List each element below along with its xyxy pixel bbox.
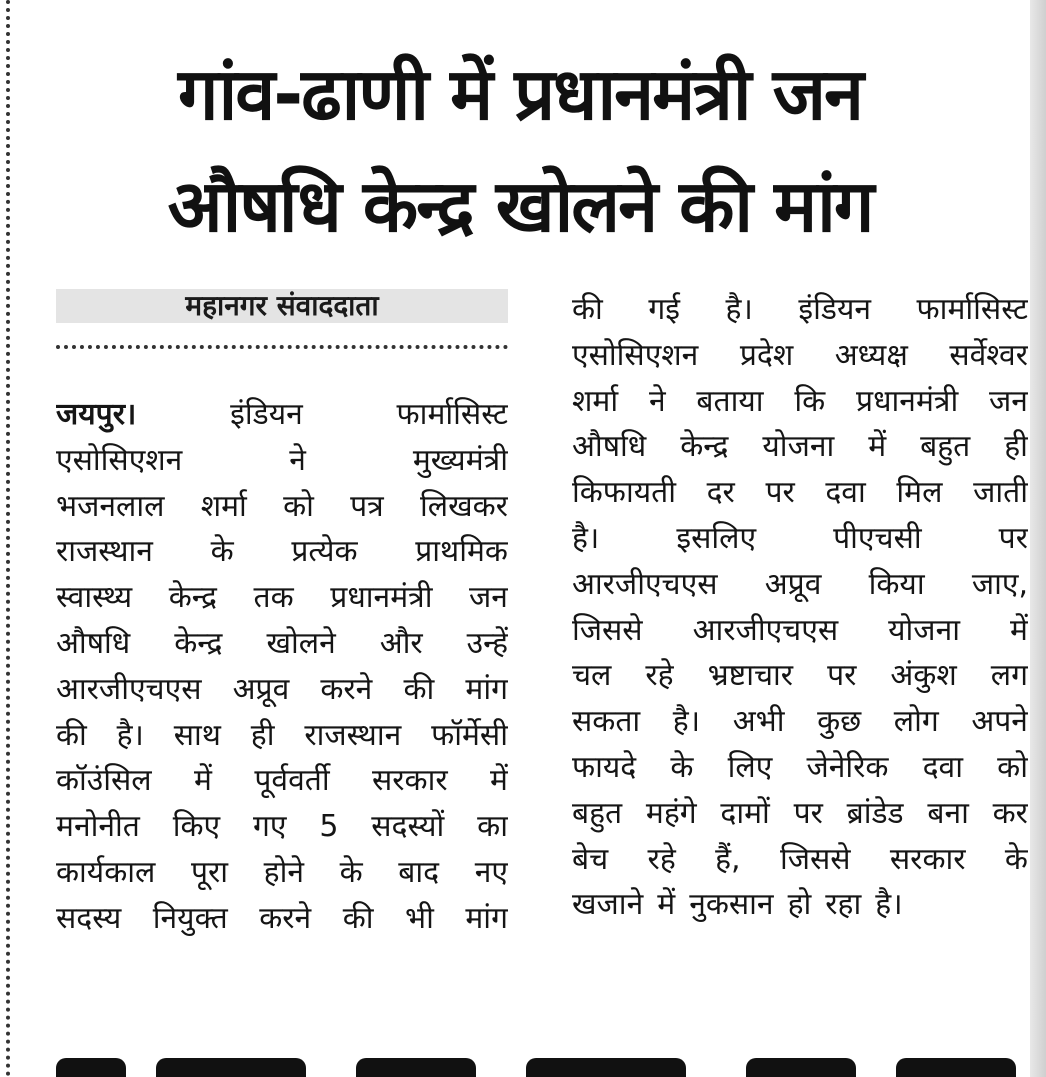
word: रहा [825, 887, 862, 923]
word: इसलिए [676, 520, 757, 556]
word: कॉउंसिल [56, 763, 152, 799]
word: फार्मासिस्ट [916, 292, 1028, 327]
text-line [56, 529, 508, 575]
word: भजनलाल [56, 488, 165, 524]
word: योजना [762, 429, 835, 465]
word: साथ [173, 717, 221, 753]
text-line [572, 333, 1028, 379]
word: आरजीएचएस [692, 612, 839, 648]
word: औषधि [56, 625, 131, 661]
word: लिखकर [420, 488, 508, 524]
word: फॉर्मेसी [431, 717, 508, 753]
word: सदस्य [56, 900, 122, 936]
text-line [56, 850, 508, 896]
dotted-column-divider [6, 0, 10, 1077]
word: जन [469, 580, 508, 616]
text-line [56, 484, 508, 530]
word: पूरा [190, 854, 229, 890]
word: गए [252, 809, 287, 845]
word: औषधि [572, 429, 647, 465]
word: करने [320, 671, 373, 707]
word: कि [794, 383, 826, 419]
word: खजाने [572, 887, 644, 923]
word: है। [116, 717, 144, 753]
word: के [1004, 841, 1028, 877]
word: मुख्यमंत्री [412, 442, 508, 478]
word: की [56, 717, 87, 753]
word: पर [793, 795, 823, 831]
word: प्राथमिक [415, 534, 508, 570]
text-line [56, 804, 508, 850]
word: फायदे [572, 749, 637, 785]
word: अप्रूव [232, 671, 290, 707]
word: बहुत [920, 429, 971, 465]
word: आरजीएचएस [572, 566, 718, 602]
word: शर्मा [200, 488, 247, 524]
word: लग [990, 658, 1028, 694]
byline: महानगर संवाददाता [56, 289, 508, 323]
word: फार्मासिस्ट [396, 397, 508, 432]
word: जन [989, 383, 1028, 419]
word: बताया [696, 383, 764, 419]
word: अंकुश [890, 658, 957, 694]
word: है। [672, 704, 701, 740]
word: खोलने [266, 625, 336, 661]
word: अप्रूव [764, 566, 822, 602]
word: है। [725, 292, 753, 327]
word: अपने [971, 704, 1028, 740]
word: किया [868, 566, 925, 602]
word: प्रधानमंत्री [330, 580, 433, 616]
word: शर्मा [572, 383, 619, 419]
word: एसोसिएशन [56, 442, 183, 478]
word: केन्द्र [680, 429, 729, 465]
text-line [572, 882, 1028, 928]
word: की [403, 671, 435, 707]
word: के [210, 534, 234, 570]
text-line [56, 392, 508, 438]
word: बना [927, 795, 969, 831]
word: सर्वेश्वर [949, 337, 1028, 373]
article-column-right [572, 287, 1028, 928]
word: मांग [465, 671, 508, 707]
word: रहे [645, 658, 674, 694]
word: प्रदेश [739, 337, 794, 373]
text-line [56, 896, 508, 942]
text-line [572, 470, 1028, 516]
word: केन्द्र [168, 580, 217, 616]
word: की [572, 292, 603, 327]
word: प्रधानमंत्री [856, 383, 959, 419]
word: में [657, 887, 676, 923]
word: बाद [398, 854, 440, 890]
word: में [194, 763, 212, 799]
headline-line-1: गांव-ढाणी में प्रधानमंत्री जन [178, 52, 862, 136]
text-line [572, 562, 1028, 608]
text-line [56, 758, 508, 804]
word: और [379, 625, 423, 661]
word: स्वास्थ्य [56, 580, 133, 616]
word: पर [998, 520, 1028, 556]
word: राजस्थान [304, 717, 402, 753]
word: किए [172, 809, 221, 845]
word: है। [572, 520, 600, 556]
word: में [868, 429, 887, 465]
text-line [56, 575, 508, 621]
word: कार्यकाल [56, 854, 156, 890]
text-line [572, 608, 1028, 654]
word: दवा [922, 749, 963, 785]
word: में [490, 763, 508, 799]
word: है। [875, 887, 903, 923]
word: पत्र [350, 488, 384, 524]
word: भी [405, 900, 434, 936]
word: प्रत्येक [291, 534, 358, 570]
text-line [572, 653, 1028, 699]
word: मिल [896, 475, 943, 511]
word: दामों [720, 795, 770, 831]
word: जिससे [779, 841, 851, 877]
text-line [572, 791, 1028, 837]
text-line [572, 837, 1028, 883]
word: हैं, [715, 841, 741, 877]
word: मनोनीत [56, 809, 140, 845]
word: दर [706, 475, 735, 511]
next-headline-fragment [56, 1058, 1026, 1077]
headline [40, 38, 1000, 262]
word: बहुत [572, 795, 623, 831]
word: सरकार [372, 763, 448, 799]
word: लिए [727, 749, 773, 785]
word: तक [253, 580, 294, 616]
article-column-left [56, 392, 508, 942]
word: कुछ [817, 704, 862, 740]
word: हो [787, 887, 812, 923]
word: पर [765, 475, 795, 511]
word: मांग [465, 900, 508, 936]
word: के [670, 749, 694, 785]
word: दवा [825, 475, 866, 511]
word: करने [259, 900, 312, 936]
word: सकता [572, 704, 641, 740]
word: जाती [973, 475, 1028, 511]
word: सदस्यों [371, 809, 445, 845]
word: 5 [319, 809, 339, 845]
word: चल [572, 658, 612, 694]
word: महंगे [645, 795, 697, 831]
text-line [56, 621, 508, 667]
word: गई [648, 292, 680, 327]
word: योजना [888, 612, 960, 648]
word: जिससे [572, 612, 643, 648]
word: को [997, 749, 1028, 785]
word: ने [648, 383, 666, 419]
byline-dotted-rule [56, 345, 508, 349]
word: ही [250, 717, 275, 753]
word: अभी [732, 704, 785, 740]
text-line [56, 713, 508, 759]
text-line [56, 438, 508, 484]
dateline: जयपुर। [56, 397, 137, 432]
text-line [572, 699, 1028, 745]
word: ब्रांडेड [846, 795, 904, 831]
word: एसोसिएशन [572, 337, 699, 373]
word: नियुक्त [152, 900, 228, 936]
word: के [339, 854, 363, 890]
word: ने [289, 442, 306, 478]
word: बेच [572, 841, 609, 877]
word: आरजीएचएस [56, 671, 202, 707]
word: केन्द्र [174, 625, 223, 661]
word: भ्रष्टाचार [707, 658, 794, 694]
text-line [56, 667, 508, 713]
word: पर [827, 658, 857, 694]
word: नए [474, 854, 508, 890]
text-line [572, 745, 1028, 791]
word: कर [992, 795, 1028, 831]
word: इंडियन [230, 397, 303, 432]
word: पीएचसी [833, 520, 922, 556]
word: रहे [647, 841, 676, 877]
word: को [283, 488, 314, 524]
word: लोग [893, 704, 939, 740]
word: उन्हें [466, 625, 508, 661]
word: इंडियन [798, 292, 871, 327]
text-line [572, 287, 1028, 333]
word: में [1010, 612, 1028, 648]
word: पूर्ववर्ती [254, 763, 330, 799]
word: ही [1004, 429, 1028, 465]
word: सरकार [889, 841, 966, 877]
word: की [342, 900, 374, 936]
word: का [477, 809, 508, 845]
word: राजस्थान [56, 534, 153, 570]
text-line [572, 379, 1028, 425]
word: किफायती [572, 475, 676, 511]
word: होने [263, 854, 305, 890]
page-edge-shadow [1030, 0, 1046, 1077]
headline-line-2: औषधि केन्द्र खोलने की मांग [167, 164, 873, 248]
text-line [572, 516, 1028, 562]
word: नुकसान [689, 887, 774, 923]
word: जेनेरिक [806, 749, 889, 785]
word: अध्यक्ष [834, 337, 908, 373]
text-line [572, 424, 1028, 470]
word: जाए, [971, 566, 1028, 602]
